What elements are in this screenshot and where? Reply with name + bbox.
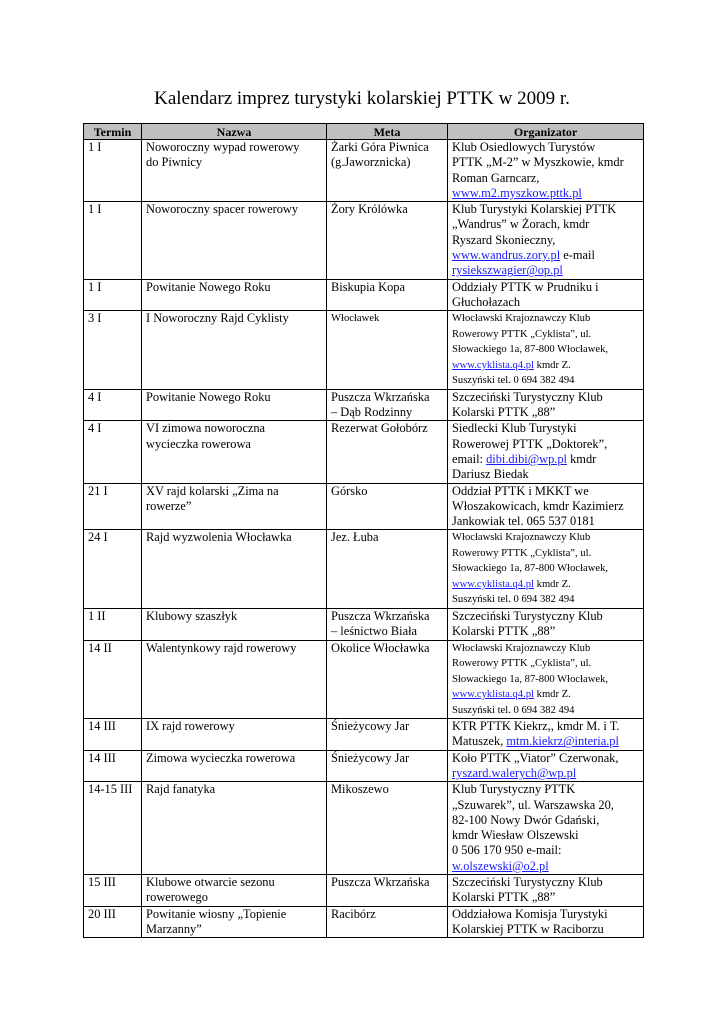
cell-organizator	[448, 279, 644, 311]
cell-meta	[327, 640, 448, 719]
organizator-text: email:	[452, 451, 487, 466]
cell-meta	[327, 719, 448, 751]
organizator-line: Klub Turystyczny PTTK	[452, 782, 576, 797]
nazwa-line: rowerowego	[146, 890, 208, 905]
organizator-line: Suszyński tel. 0 694 382 494	[452, 375, 575, 387]
organizator-line: „Szuwarek”, ul. Warszawska 20,	[452, 797, 614, 812]
cell-meta	[327, 782, 448, 875]
nazwa-line: wycieczka rowerowa	[146, 436, 251, 451]
meta-line: Żarki Góra Piwnica	[331, 140, 429, 154]
organizator-line: Słowackiego 1a, 87-800 Włocławek,	[452, 563, 609, 575]
cell-organizator	[448, 311, 644, 390]
meta-line: – leśnictwo Biała	[331, 624, 418, 639]
meta-line: – Dąb Rodzinny	[331, 405, 413, 420]
organizator-line	[452, 358, 640, 374]
meta-line: Włocławek	[331, 313, 380, 325]
organizator-line: Słowackiego 1a, 87-800 Włocławek,	[452, 344, 609, 356]
nazwa-line: do Piwnicy	[146, 155, 203, 170]
organizator-line: Suszyński tel. 0 694 382 494	[452, 704, 575, 716]
cell-termin: 15 III	[84, 875, 142, 907]
nazwa-line: Powitanie wiosny „Topienie	[146, 906, 287, 921]
cell-termin: 1 I	[84, 140, 142, 202]
table-row	[84, 279, 644, 311]
table-row	[84, 875, 644, 907]
nazwa-line: Noworoczny wypad rowerowy	[146, 140, 300, 154]
organizator-line: Kolarskiej PTTK w Raciborzu	[452, 921, 604, 936]
cell-meta	[327, 530, 448, 609]
nazwa-line: I Noworoczny Rajd Cyklisty	[146, 311, 289, 326]
cell-nazwa	[142, 530, 327, 609]
cell-nazwa	[142, 311, 327, 390]
nazwa-line: Marzanny”	[146, 921, 202, 936]
meta-line: Śnieżycowy Jar	[331, 750, 410, 765]
organizator-line: Włoszakowicach, kmdr Kazimierz	[452, 498, 624, 513]
cell-termin: 4 I	[84, 421, 142, 483]
meta-line: Racibórz	[331, 906, 376, 921]
cell-organizator	[448, 782, 644, 875]
cell-organizator	[448, 530, 644, 609]
cell-nazwa	[142, 875, 327, 907]
cell-meta	[327, 140, 448, 202]
organizator-line: Oddział PTTK i MKKT we	[452, 483, 589, 498]
nazwa-line: XV rajd kolarski „Zima na	[146, 483, 279, 498]
table-row	[84, 140, 644, 202]
table-row	[84, 608, 644, 640]
cell-organizator	[448, 140, 644, 202]
meta-line: Górsko	[331, 483, 368, 498]
organizator-text: e-mail	[560, 248, 595, 263]
nazwa-line: Powitanie Nowego Roku	[146, 279, 271, 294]
cell-termin: 1 I	[84, 279, 142, 311]
cell-nazwa	[142, 421, 327, 483]
nazwa-line: Klubowe otwarcie sezonu	[146, 875, 275, 889]
table-row	[84, 202, 644, 279]
cell-termin: 4 I	[84, 389, 142, 421]
cell-organizator	[448, 719, 644, 751]
contact-link[interactable]: www.cyklista.q4.pl	[452, 578, 534, 590]
table-row	[84, 389, 644, 421]
organizator-line: Oddziałowa Komisja Turystyki	[452, 906, 608, 921]
nazwa-line: IX rajd rowerowy	[146, 719, 235, 734]
header-nazwa: Nazwa	[142, 124, 327, 140]
nazwa-line: Rajd fanatyka	[146, 782, 216, 797]
cell-nazwa	[142, 608, 327, 640]
organizator-line: Szczeciński Turystyczny Klub	[452, 608, 603, 623]
contact-link[interactable]: www.cyklista.q4.pl	[452, 689, 534, 701]
nazwa-line: rowerze”	[146, 498, 192, 513]
cell-meta	[327, 608, 448, 640]
cell-organizator	[448, 608, 644, 640]
cell-organizator	[448, 421, 644, 483]
contact-link[interactable]: mtm.kiekrz@interia.pl	[506, 734, 619, 749]
organizator-line	[452, 577, 640, 593]
organizator-line: Ryszard Skonieczny,	[452, 232, 556, 247]
organizator-line: Włocławski Krajoznawczy Klub	[452, 642, 591, 654]
organizator-line: Klub Osiedlowych Turystów	[452, 140, 596, 154]
cell-organizator	[448, 483, 644, 530]
cell-meta	[327, 483, 448, 530]
organizator-line: Oddziały PTTK w Prudniku i	[452, 279, 599, 294]
cell-termin: 1 I	[84, 202, 142, 279]
cell-termin: 14 III	[84, 750, 142, 782]
meta-line: Puszcza Wkrzańska	[331, 608, 430, 623]
table-row	[84, 311, 644, 390]
cell-meta	[327, 202, 448, 279]
organizator-line: Koło PTTK „Viator” Czerwonak,	[452, 750, 619, 765]
organizator-line: Kolarski PTTK „88”	[452, 624, 556, 639]
cell-meta	[327, 389, 448, 421]
meta-line: Jez. Łuba	[331, 530, 379, 545]
table-header-row	[84, 124, 644, 140]
nazwa-line: Walentynkowy rajd rowerowy	[146, 640, 297, 655]
meta-line: Okolice Włocławka	[331, 640, 430, 655]
organizator-line	[452, 452, 640, 467]
organizator-line: Rowerowy PTTK „Cyklista”, ul.	[452, 328, 592, 340]
table-row	[84, 421, 644, 483]
cell-organizator	[448, 202, 644, 279]
nazwa-line: Klubowy szaszłyk	[146, 608, 238, 623]
organizator-text: kmdr	[567, 451, 597, 466]
cell-nazwa	[142, 906, 327, 938]
contact-link[interactable]: www.m2.myszkow.pttk.pl	[452, 185, 582, 200]
organizator-line: Suszyński tel. 0 694 382 494	[452, 594, 575, 606]
organizator-line: Głuchołazach	[452, 294, 521, 309]
meta-line: Śnieżycowy Jar	[331, 719, 410, 734]
organizator-line: Siedlecki Klub Turystyki	[452, 421, 577, 436]
cell-nazwa	[142, 719, 327, 751]
organizator-line: „Wandrus” w Żorach, kmdr	[452, 217, 590, 232]
organizator-line: PTTK „M-2” w Myszkowie, kmdr	[452, 155, 624, 170]
cell-organizator	[448, 750, 644, 782]
nazwa-line: Noworoczny spacer rowerowy	[146, 202, 299, 217]
meta-line: Mikoszewo	[331, 782, 389, 797]
cell-termin: 24 I	[84, 530, 142, 609]
organizator-line: Szczeciński Turystyczny Klub	[452, 875, 603, 889]
contact-link[interactable]: ryszard.walerych@wp.pl	[452, 765, 577, 780]
contact-link[interactable]: www.cyklista.q4.pl	[452, 359, 534, 371]
cell-nazwa	[142, 750, 327, 782]
organizator-line: Włocławski Krajoznawczy Klub	[452, 313, 591, 325]
cell-termin: 20 III	[84, 906, 142, 938]
contact-link[interactable]: dibi.dibi@wp.pl	[486, 451, 568, 466]
organizator-line: kmdr Wiesław Olszewski	[452, 828, 579, 843]
organizator-line: Kolarski PTTK „88”	[452, 890, 556, 905]
table-row	[84, 719, 644, 751]
cell-nazwa	[142, 640, 327, 719]
organizator-line: Dariusz Biedak	[452, 467, 529, 482]
cell-termin: 14-15 III	[84, 782, 142, 875]
table-row	[84, 530, 644, 609]
contact-link[interactable]: rysiekszwagier@op.pl	[452, 263, 563, 278]
organizator-line: KTR PTTK Kiekrz,, kmdr M. i T.	[452, 719, 620, 734]
organizator-line: Rowerowej PTTK „Doktorek”,	[452, 436, 608, 451]
cell-termin: 3 I	[84, 311, 142, 390]
cell-organizator	[448, 640, 644, 719]
organizator-line: Rowerowy PTTK „Cyklista”, ul.	[452, 547, 592, 559]
organizator-line	[452, 734, 640, 749]
meta-line: Żory Królówka	[331, 202, 408, 217]
cell-nazwa	[142, 202, 327, 279]
table-row	[84, 906, 644, 938]
cell-meta	[327, 311, 448, 390]
table-body	[84, 140, 644, 938]
organizator-text: kmdr Z.	[534, 578, 571, 590]
nazwa-line: Zimowa wycieczka rowerowa	[146, 750, 296, 765]
cell-termin: 21 I	[84, 483, 142, 530]
meta-line: Rezerwat Gołobórz	[331, 421, 428, 436]
meta-line: Biskupia Kopa	[331, 279, 405, 294]
cell-organizator	[448, 906, 644, 938]
nazwa-line: VI zimowa noworoczna	[146, 421, 266, 436]
cell-organizator	[448, 389, 644, 421]
organizator-line: Rowerowy PTTK „Cyklista”, ul.	[452, 658, 592, 670]
header-organizator: Organizator	[448, 124, 644, 140]
cell-meta	[327, 750, 448, 782]
organizator-line: Jankowiak tel. 065 537 0181	[452, 514, 595, 529]
meta-line: Puszcza Wkrzańska	[331, 875, 430, 889]
cell-termin: 14 II	[84, 640, 142, 719]
cell-nazwa	[142, 140, 327, 202]
cell-nazwa	[142, 389, 327, 421]
header-termin: Termin	[84, 124, 142, 140]
organizator-line	[452, 687, 640, 703]
cell-meta	[327, 279, 448, 311]
table-row	[84, 640, 644, 719]
table-row	[84, 750, 644, 782]
page-title: Kalendarz imprez turystyki kolarskiej PTTK w 2009 r.	[154, 88, 570, 109]
organizator-text: kmdr Z.	[534, 689, 571, 701]
cell-nazwa	[142, 483, 327, 530]
cell-meta	[327, 421, 448, 483]
cell-meta	[327, 875, 448, 907]
organizator-text: kmdr Z.	[534, 359, 571, 371]
table-row	[84, 483, 644, 530]
cell-termin: 14 III	[84, 719, 142, 751]
nazwa-line: Rajd wyzwolenia Włocławka	[146, 530, 292, 545]
organizator-line	[452, 248, 640, 263]
contact-link[interactable]: www.wandrus.zory.pl	[452, 248, 561, 263]
cell-meta	[327, 906, 448, 938]
contact-link[interactable]: w.olszewski@o2.pl	[452, 858, 549, 873]
organizator-line: 82-100 Nowy Dwór Gdański,	[452, 812, 600, 827]
organizator-text: Matuszek,	[452, 734, 507, 749]
meta-line: Puszcza Wkrzańska	[331, 389, 430, 404]
cell-termin: 1 II	[84, 608, 142, 640]
organizator-line: Klub Turystyki Kolarskiej PTTK	[452, 202, 617, 217]
meta-line: (g.Jaworznicka)	[331, 155, 411, 170]
header-meta: Meta	[327, 124, 448, 140]
nazwa-line: Powitanie Nowego Roku	[146, 389, 271, 404]
organizator-line: Włocławski Krajoznawczy Klub	[452, 532, 591, 544]
table-row	[84, 782, 644, 875]
organizator-line: Szczeciński Turystyczny Klub	[452, 389, 603, 404]
organizator-line: Roman Garncarz,	[452, 170, 540, 185]
cell-organizator	[448, 875, 644, 907]
cell-nazwa	[142, 279, 327, 311]
events-table	[83, 123, 644, 938]
organizator-line: 0 506 170 950 e-mail:	[452, 843, 562, 858]
organizator-line: Słowackiego 1a, 87-800 Włocławek,	[452, 673, 609, 685]
cell-nazwa	[142, 782, 327, 875]
organizator-line: Kolarski PTTK „88”	[452, 405, 556, 420]
